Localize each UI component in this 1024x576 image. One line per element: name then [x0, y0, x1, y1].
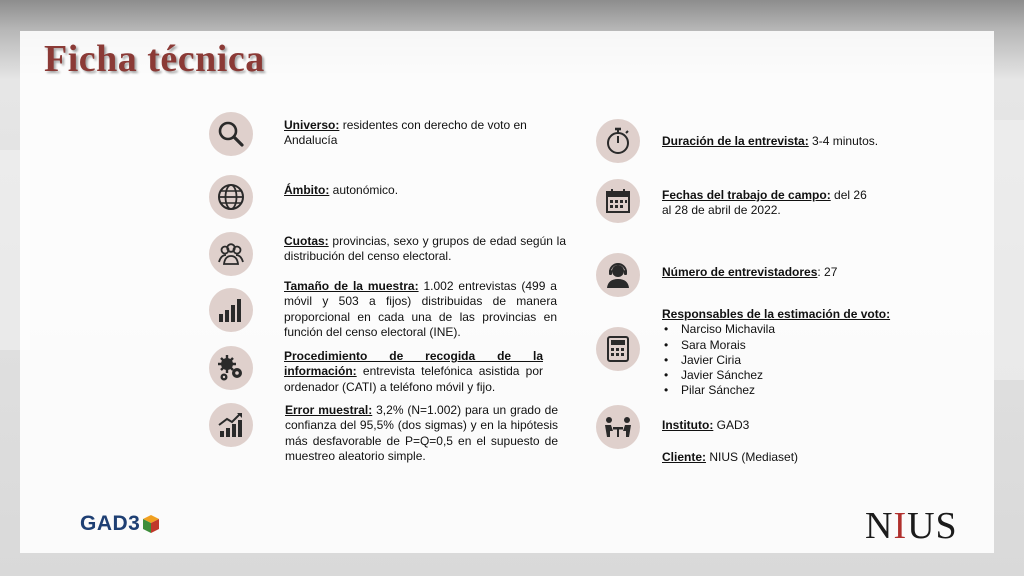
headset-operator-icon — [596, 253, 640, 297]
ambito-text: Ámbito: autonómico. — [284, 183, 399, 197]
signal-bars-icon — [209, 288, 253, 332]
background-stripe — [994, 120, 1024, 380]
list-item: • Javier Ciria — [662, 353, 922, 368]
duracion-text: Duración de la entrevista: 3-4 minutos. — [662, 134, 879, 148]
gad3-logo-text: GAD3 — [80, 512, 141, 535]
tamano-muestra-text: Tamaño de la muestra: 1.002 entrevistas (499 a móvil y 503 a fijos) distribuidas de manera proporcional en cada una de las provincias en función del censo electoral (INE). — [284, 279, 557, 339]
gad3-logo — [80, 512, 160, 536]
page-title: Ficha técnica — [44, 38, 265, 80]
stopwatch-icon — [596, 119, 640, 163]
responsables-block — [662, 307, 922, 399]
universo-text: Universo: residentes con derecho de voto en Andalucía — [284, 118, 527, 148]
responsables-label: Responsables de la estimación de voto: — [662, 307, 891, 321]
instituto-text: Instituto: GAD3 — [662, 418, 750, 432]
meeting-icon — [596, 405, 640, 449]
calendar-icon — [596, 179, 640, 223]
gears-icon — [209, 346, 253, 390]
globe-icon — [209, 175, 253, 219]
entrevistadores-text: Número de entrevistadores: 27 — [662, 265, 838, 279]
procedimiento-text: Procedimiento de recogida de la información: entrevista telefónica asistida por ordenador (CATI) a teléfono móvil y fijo. — [284, 349, 543, 394]
list-item: • Narciso Michavila — [662, 322, 922, 337]
list-item: • Javier Sánchez — [662, 368, 922, 383]
calculator-icon — [596, 327, 640, 371]
cliente-text: Cliente: NIUS (Mediaset) — [662, 450, 799, 464]
list-item: • Pilar Sánchez — [662, 383, 922, 398]
cuotas-text: Cuotas: provincias, sexo y grupos de edad según la distribución del censo electoral. — [284, 234, 566, 264]
growth-chart-icon — [209, 403, 253, 447]
nius-logo: NIUS — [865, 505, 958, 547]
error-muestral-text: Error muestral: 3,2% (N=1.002) para un grado de confianza del 95,5% (dos sigmas) y en la hipótesis más desfavorable de P=Q=0,5 en el supuesto de muestreo aleatorio simple. — [285, 403, 558, 463]
magnifier-icon — [209, 112, 253, 156]
people-group-icon — [209, 232, 253, 276]
gad3-cube-icon — [142, 514, 160, 534]
responsables-list — [662, 322, 922, 398]
fechas-text: Fechas del trabajo de campo: del 26 al 28 de abril de 2022. — [662, 188, 867, 218]
list-item: • Sara Morais — [662, 338, 922, 353]
